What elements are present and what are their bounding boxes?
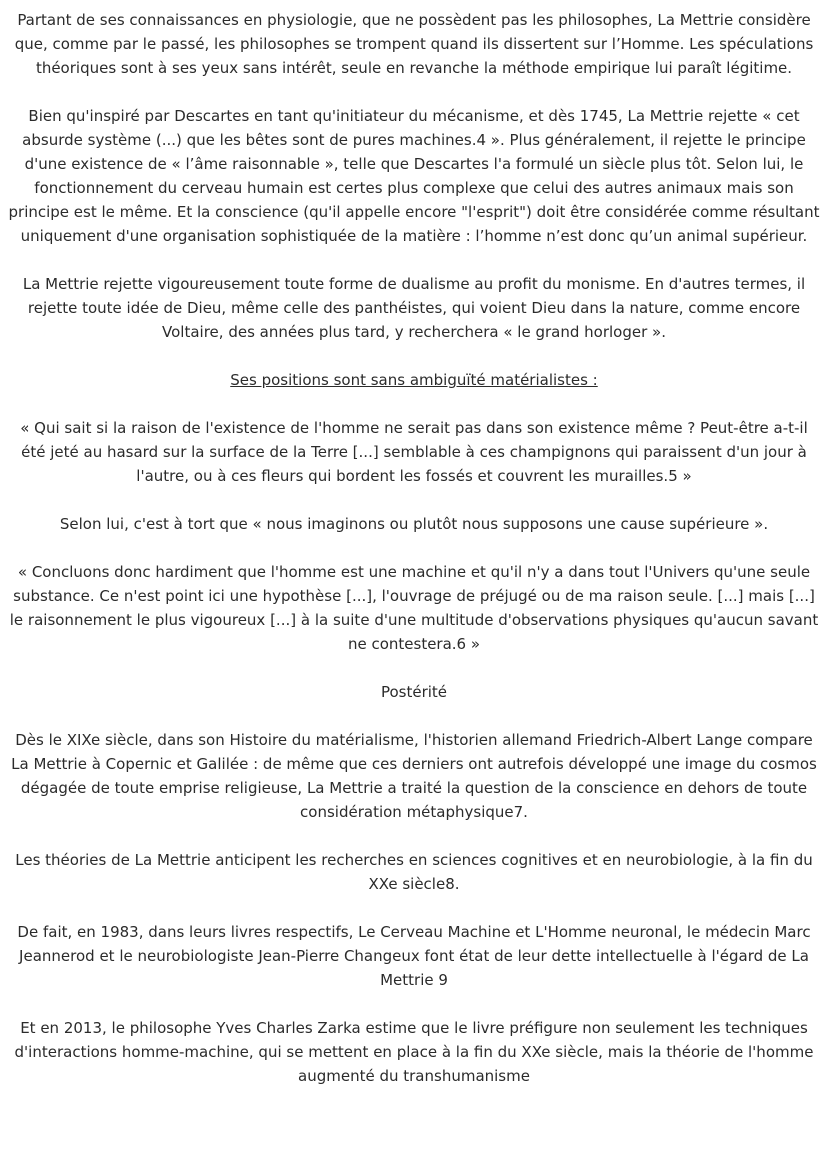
section-heading-posterity: Postérité [380, 683, 448, 701]
quote-machine: « Concluons donc hardiment que l'homme est une machine et qu'il n'y a dans tout l'Univers qu'une seule substance. Ce n'est point ici une hypothèse [...], l'ouvrage de préjugé ou de ma raison seule. [...] mais [...] le raisonnement le plus vigoureux [...] à la suite d'une multitude d'observations physiques qu'aucun savant ne contestera.6 » [9, 563, 819, 653]
paragraph-monism: La Mettrie rejette vigoureusement toute forme de dualisme au profit du monisme. En d'autres termes, il rejette toute idée de Dieu, même celle des panthéistes, qui voient Dieu dans la nature, comme encore Voltaire, des années plus tard, y recherchera « le grand horloger ». [22, 275, 806, 341]
paragraph-empirical-method: Partant de ses connaissances en physiologie, que ne possèdent pas les philosophes, La Mettrie considère que, comme par le passé, les philosophes se trompent quand ils dissertent sur l’Homme. Les spéculations théoriques sont à ses yeux sans intérêt, seule en revanche la méthode empirique lui paraît légitime. [14, 11, 814, 77]
paragraph-lange: Dès le XIXe siècle, dans son Histoire du matérialisme, l'historien allemand Friedrich-Albert Lange compare La Mettrie à Copernic et Galilée : de même que ces derniers ont autrefois développé une image du cosmos dégagée de toute emprise religieuse, La Mettrie a traité la question de la conscience en dehors de toute considération métaphysique7. [11, 731, 817, 821]
quote-existence: « Qui sait si la raison de l'existence de l'homme ne serait pas dans son existence même ? Peut-être a-t-il été jeté au hasard sur la surface de la Terre [...] semblable à ces champignons qui paraissent d'un jour à l'autre, ou à ces fleurs qui bordent les fossés et couvrent les murailles.5 » [20, 419, 808, 485]
paragraph-descartes: Bien qu'inspiré par Descartes en tant qu'initiateur du mécanisme, et dès 1745, La Mettrie rejette « cet absurde système (...) que les bêtes sont de pures machines.4 ». Plus généralement, il rejette le principe d'une existence de « l’âme raisonnable », telle que Descartes l'a formulé un siècle plus tôt. Selon lui, le fonctionnement du cerveau humain est certes plus complexe que celui des autres animaux mais son principe est le même. Et la conscience (qu'il appelle encore "l'esprit") doit être considérée comme résultant uniquement d'une organisation sophistiquée de la matière : l’homme n’est donc qu’un animal supérieur. [8, 107, 820, 245]
paragraph-2013: Et en 2013, le philosophe Yves Charles Zarka estime que le livre préfigure non seulement les techniques d'interactions homme-machine, qui se mettent en place à la fin du XXe siècle, mais la théorie de l'homme augmenté du transhumanisme [14, 1019, 814, 1085]
paragraph-cognitive-sciences: Les théories de La Mettrie anticipent les recherches en sciences cognitives et en neurobiologie, à la fin du XXe siècle8. [15, 851, 813, 893]
paragraph-superior-cause: Selon lui, c'est à tort que « nous imaginons ou plutôt nous supposons une cause supérieure ». [59, 515, 769, 533]
paragraph-1983: De fait, en 1983, dans leurs livres respectifs, Le Cerveau Machine et L'Homme neuronal, le médecin Marc Jeannerod et le neurobiologiste Jean-Pierre Changeux font état de leur dette intellectuelle à l'égard de La Mettrie 9 [17, 923, 811, 989]
section-heading-positions: Ses positions sont sans ambiguïté matérialistes : [230, 371, 598, 389]
